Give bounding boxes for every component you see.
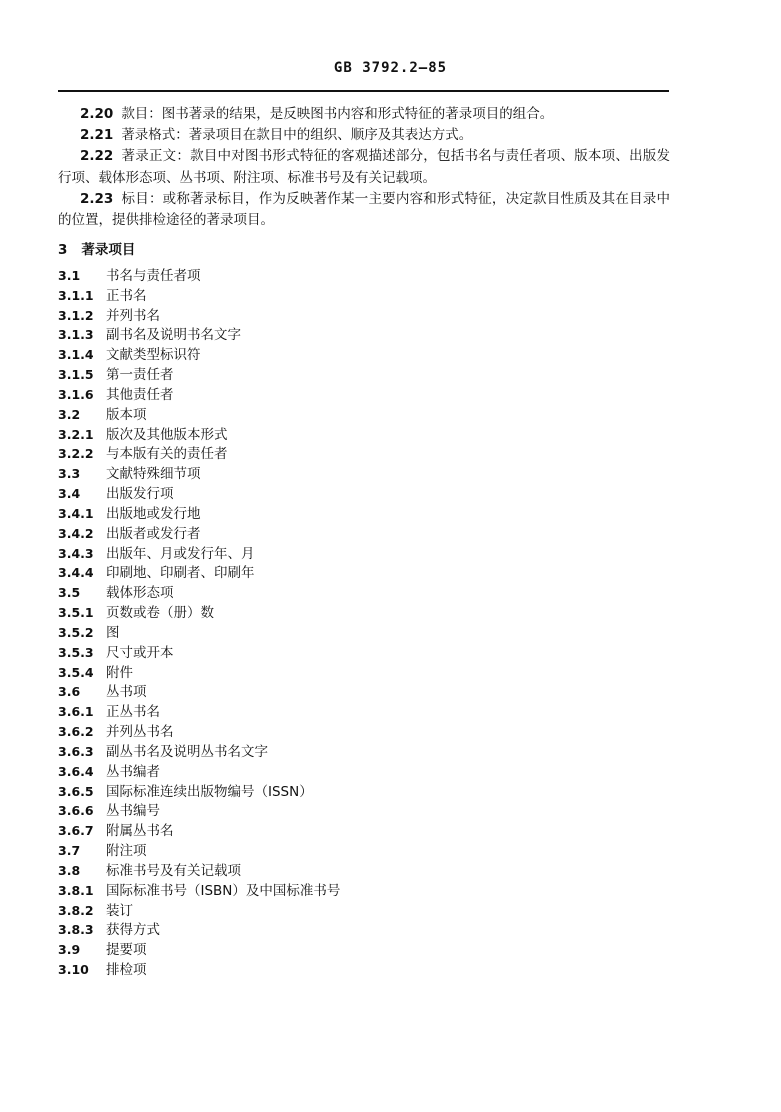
clause-text: 标目：或称著录标目，作为反映著作某一主要内容和形式特征，决定款目性质及其在目录中的位置，提供排检途径的著录项目。	[58, 190, 670, 229]
bibliographic-items-list	[58, 266, 658, 980]
list-item	[58, 841, 658, 861]
item-label: 文献特殊细节项	[106, 466, 201, 483]
standard-code-header: GB 3792.2—85	[333, 60, 448, 76]
item-number: 3.1.5	[58, 367, 94, 383]
list-item	[58, 663, 658, 683]
item-number: 3.5.2	[58, 624, 94, 640]
item-label: 第一责任者	[106, 367, 174, 384]
list-item	[58, 524, 658, 544]
item-number: 3.6.6	[58, 803, 94, 819]
clause-text: 款目：图书著录的结果，是反映图书内容和形式特征的著录项目的组合。	[121, 106, 554, 122]
definition-paragraph	[58, 146, 670, 188]
item-label: 版次及其他版本形式	[106, 426, 228, 443]
clause-text: 著录格式：著录项目在款目中的组织、顺序及其表达方式。	[121, 127, 473, 144]
header-rule	[58, 90, 669, 92]
list-item	[58, 702, 658, 722]
item-label: 载体形态项	[106, 585, 174, 602]
item-number: 3.8	[58, 862, 81, 878]
list-item	[58, 385, 658, 405]
item-number: 3.6.5	[58, 783, 94, 799]
item-label: 正书名	[106, 287, 147, 304]
clause-number: 2.22	[80, 148, 114, 165]
item-number: 3.8.3	[58, 922, 94, 938]
list-item	[58, 444, 658, 464]
item-number: 3.4.4	[58, 565, 94, 581]
list-item	[58, 603, 658, 623]
item-number: 3.10	[58, 961, 89, 977]
definitions-block	[58, 104, 670, 231]
section-heading	[58, 238, 135, 258]
list-item	[58, 920, 658, 940]
list-item	[58, 821, 658, 841]
item-number: 3.3	[58, 466, 81, 482]
list-item	[58, 563, 658, 583]
list-item	[58, 940, 658, 960]
list-item	[58, 325, 658, 345]
item-label: 丛书项	[106, 684, 147, 701]
section-number: 3	[58, 242, 68, 258]
item-number: 3.6.1	[58, 704, 94, 720]
item-label: 附属丛书名	[106, 823, 174, 840]
item-number: 3.9	[58, 942, 81, 958]
item-number: 3.2.2	[58, 446, 94, 462]
item-number: 3.7	[58, 843, 81, 859]
item-label: 丛书编者	[106, 763, 160, 780]
item-label: 副书名及说明书名文字	[106, 327, 241, 344]
list-item	[58, 782, 658, 802]
item-number: 3.8.1	[58, 882, 94, 898]
clause-number: 2.23	[80, 190, 114, 207]
item-number: 3.6.7	[58, 823, 94, 839]
definition-paragraph	[58, 104, 670, 125]
list-item	[58, 643, 658, 663]
item-number: 3.2	[58, 406, 81, 422]
item-label: 国际标准书号（ISBN）及中国标准书号	[106, 882, 341, 899]
item-number: 3.6.2	[58, 724, 94, 740]
item-label: 出版者或发行者	[106, 525, 201, 542]
list-item	[58, 682, 658, 702]
item-label: 页数或卷（册）数	[106, 605, 214, 622]
item-label: 丛书编号	[106, 803, 160, 820]
list-item	[58, 504, 658, 524]
item-label: 正丛书名	[106, 704, 160, 721]
item-label: 标准书号及有关记载项	[106, 862, 241, 879]
list-item	[58, 405, 658, 425]
list-item	[58, 425, 658, 445]
definition-paragraph	[58, 125, 670, 146]
item-label: 国际标准连续出版物编号（ISSN）	[106, 783, 313, 800]
item-number: 3.6.3	[58, 743, 94, 759]
item-label: 副丛书名及说明丛书名文字	[106, 743, 268, 760]
item-label: 装订	[106, 902, 133, 919]
item-number: 3.8.2	[58, 902, 94, 918]
item-label: 文献类型标识符	[106, 347, 201, 364]
clause-number: 2.20	[80, 106, 114, 122]
item-number: 3.1.1	[58, 287, 94, 303]
item-label: 附件	[106, 664, 133, 681]
list-item	[58, 464, 658, 484]
list-item	[58, 266, 658, 286]
list-item	[58, 365, 658, 385]
list-item	[58, 960, 658, 980]
item-label: 出版发行项	[106, 486, 174, 503]
list-item	[58, 306, 658, 326]
list-item	[58, 762, 658, 782]
item-number: 3.1.2	[58, 307, 94, 323]
item-label: 排检项	[106, 961, 147, 978]
item-label: 尺寸或开本	[106, 644, 174, 661]
item-number: 3.1.3	[58, 327, 94, 343]
item-label: 其他责任者	[106, 386, 174, 403]
clause-number: 2.21	[80, 127, 114, 144]
item-number: 3.4.2	[58, 525, 94, 541]
item-label: 出版地或发行地	[106, 505, 201, 522]
item-label: 书名与责任者项	[106, 268, 201, 284]
item-label: 图	[106, 624, 120, 641]
item-label: 获得方式	[106, 922, 160, 939]
item-number: 3.4.1	[58, 505, 94, 521]
list-item	[58, 742, 658, 762]
item-label: 附注项	[106, 843, 147, 860]
item-number: 3.6	[58, 684, 81, 700]
item-label: 与本版有关的责任者	[106, 446, 228, 463]
list-item	[58, 286, 658, 306]
item-label: 版本项	[106, 406, 147, 423]
item-number: 3.6.4	[58, 763, 94, 779]
item-number: 3.5.3	[58, 644, 94, 660]
list-item	[58, 722, 658, 742]
list-item	[58, 901, 658, 921]
section-title: 著录项目	[81, 242, 136, 258]
list-item	[58, 881, 658, 901]
definition-paragraph	[58, 189, 670, 231]
item-label: 并列书名	[106, 307, 160, 324]
list-item	[58, 345, 658, 365]
clause-text: 著录正文：款目中对图书形式特征的客观描述部分，包括书名与责任者项、版本项、出版发行项、载体形态项、丛书项、附注项、标准书号及有关记载项。	[58, 148, 670, 186]
item-number: 3.5.4	[58, 664, 94, 680]
item-label: 并列丛书名	[106, 724, 174, 741]
list-item	[58, 583, 658, 603]
item-label: 出版年、月或发行年、月	[106, 545, 255, 562]
item-number: 3.2.1	[58, 426, 94, 442]
item-number: 3.5	[58, 585, 81, 601]
item-number: 3.4.3	[58, 545, 94, 561]
item-number: 3.1.6	[58, 386, 94, 402]
list-item	[58, 801, 658, 821]
item-number: 3.1	[58, 268, 81, 283]
item-label: 印刷地、印刷者、印刷年	[106, 565, 255, 582]
item-number: 3.5.1	[58, 605, 94, 621]
list-item	[58, 544, 658, 564]
list-item	[58, 861, 658, 881]
item-number: 3.1.4	[58, 347, 94, 363]
list-item	[58, 484, 658, 504]
item-number: 3.4	[58, 486, 81, 502]
item-label: 提要项	[106, 942, 147, 959]
list-item	[58, 623, 658, 643]
